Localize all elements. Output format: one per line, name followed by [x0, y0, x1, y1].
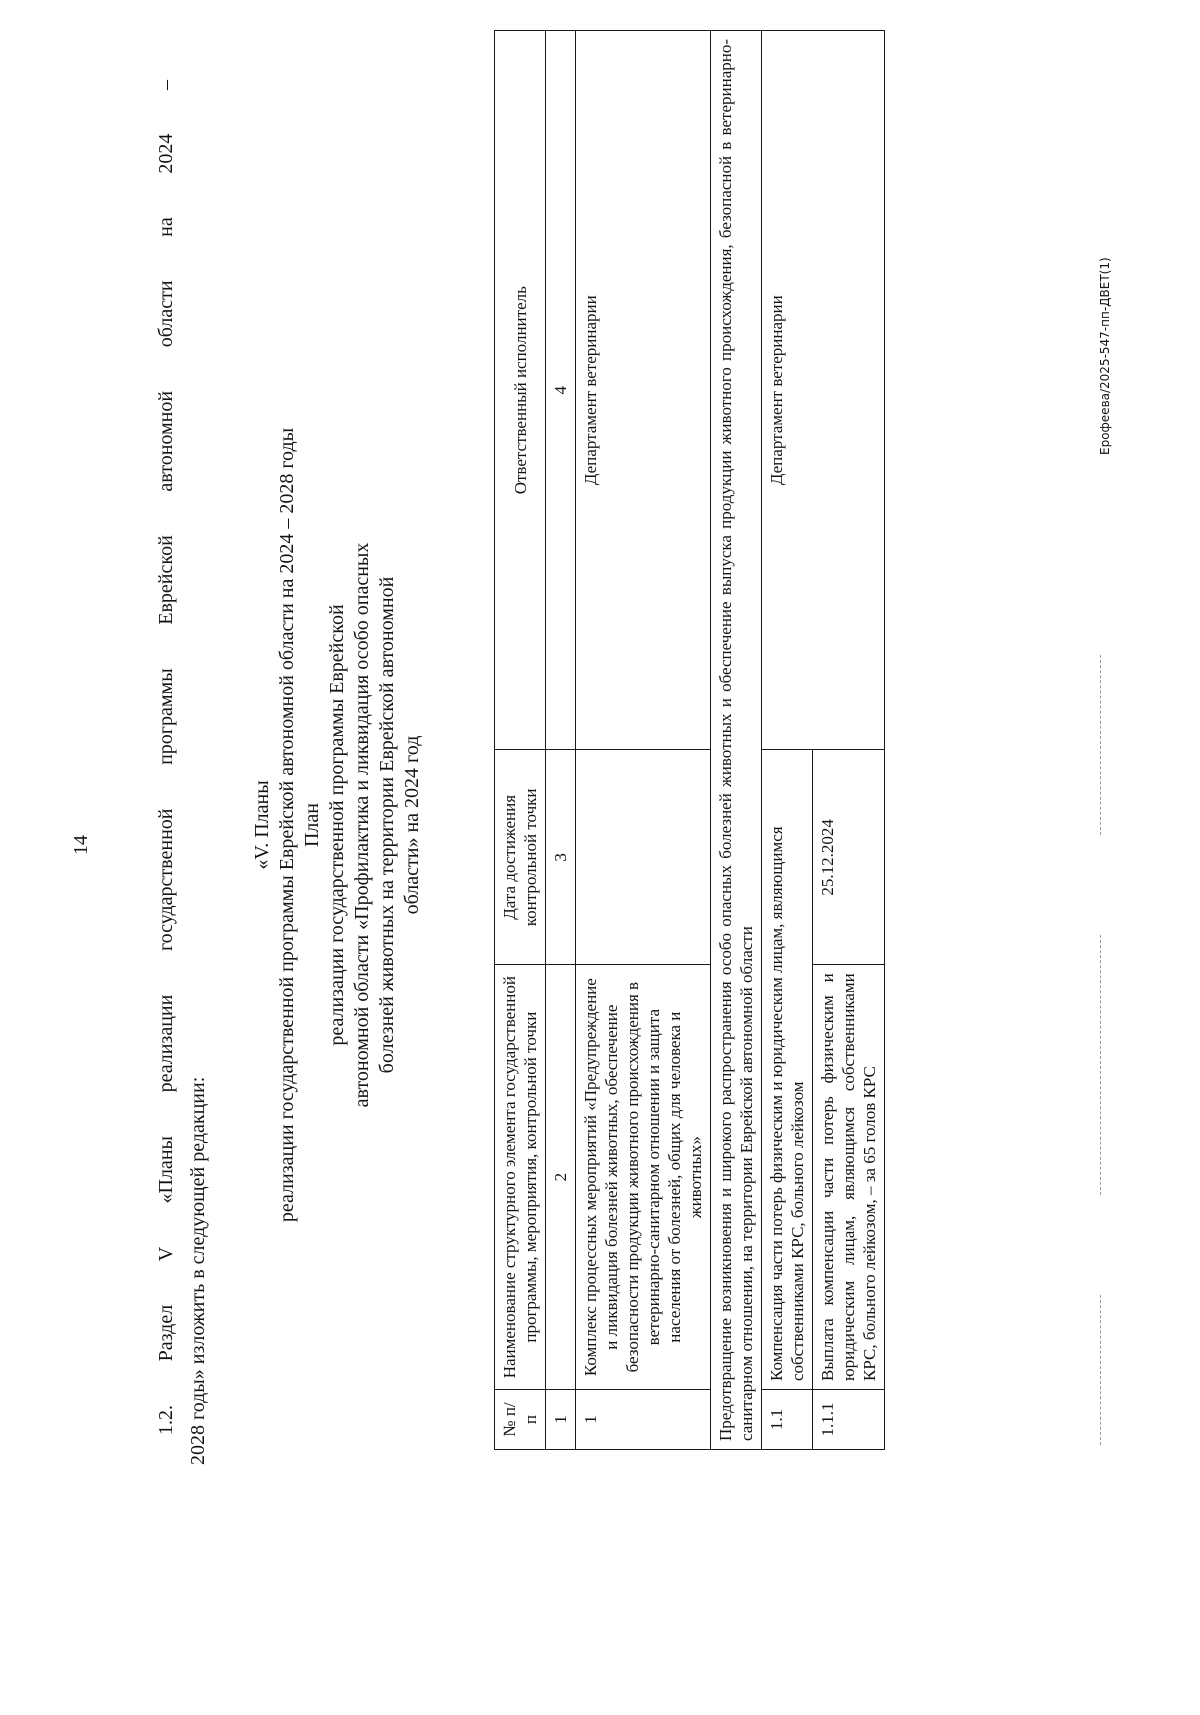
table-header-row — [495, 31, 546, 1450]
row11-num: 1.1 — [762, 1390, 813, 1450]
row1-date — [576, 750, 711, 965]
table-row — [762, 31, 813, 1450]
heading-line-1: «V. Планы — [251, 780, 273, 870]
scan-artifact-line — [1100, 655, 1101, 835]
goal-text: Предотвращение возникновения и широкого распространения особо опасных болезней животных и обеспечение выпуска продукции животного происхождения, безопасной в ветеринарно-санитарном отношении, на территории Еврейской автономной области — [711, 31, 762, 1450]
header-responsible: Ответственный исполнитель — [495, 31, 546, 750]
goal-row — [711, 31, 762, 1450]
row111-name: Выплата компенсации части потерь физическим и юридическим лицам, являющимся собственниками КРС, больного лейкозом, – за 65 голов КРС — [813, 965, 885, 1390]
column-number-row — [546, 31, 576, 1450]
scan-artifact-line — [1100, 935, 1101, 1195]
header-num: № п/п — [495, 1390, 546, 1450]
colnum-3: 3 — [546, 750, 576, 965]
page-number: 14 — [70, 835, 92, 855]
header-name: Наименование структурного элемента государственной программы, мероприятия, контрольной точки — [495, 965, 546, 1390]
intro-paragraph — [150, 80, 214, 1465]
colnum-4: 4 — [546, 31, 576, 750]
heading-line-2: реализации государственной программы Еврейской автономной области на 2024 – 2028 годы — [276, 427, 298, 1223]
row11-name: Компенсация части потерь физическим и юридическим лицам, являющимся собственниками КРС, больного лейкозом — [762, 750, 813, 1390]
row1-num: 1 — [576, 1390, 711, 1450]
row111-date: 25.12.2024 — [813, 750, 885, 965]
heading-line-7: области» на 2024 год — [401, 735, 423, 915]
colnum-1: 1 — [546, 1390, 576, 1450]
row11-responsible: Департамент ветеринарии — [762, 31, 885, 750]
heading-line-4: реализации государственной программы Еврейской — [326, 604, 348, 1046]
plan-heading — [250, 235, 425, 1415]
colnum-2: 2 — [546, 965, 576, 1390]
table-row — [576, 31, 711, 1450]
row1-name: Комплекс процессных мероприятий «Предупреждение и ликвидация болезней животных, обеспечение безопасности продукции животного происхождения в ветеринарно-санитарном отношении и защита населения от болезней, общих для человека и животных» — [576, 965, 711, 1390]
heading-line-5: автономной области «Профилактика и ликвидация особо опасных — [351, 542, 373, 1108]
plan-table — [494, 30, 885, 1450]
intro-line-2: 2028 годы» изложить в следующей редакции: — [187, 1076, 209, 1465]
heading-line-6: болезней животных на территории Еврейской автономной — [376, 576, 398, 1074]
intro-line-1: 1.2. Раздел V «Планы реализации государственной программы Еврейской автономной области на 2024 – — [155, 80, 177, 1435]
heading-line-3: План — [301, 803, 323, 848]
header-date: Дата достижения контрольной точки — [495, 750, 546, 965]
row1-responsible: Департамент ветеринарии — [576, 31, 711, 750]
scan-artifact-line — [1100, 1295, 1101, 1445]
document-code: Ерофеева/2025-547-пп-ДВЕТ(1) — [1098, 257, 1112, 455]
row111-num: 1.1.1 — [813, 1390, 885, 1450]
